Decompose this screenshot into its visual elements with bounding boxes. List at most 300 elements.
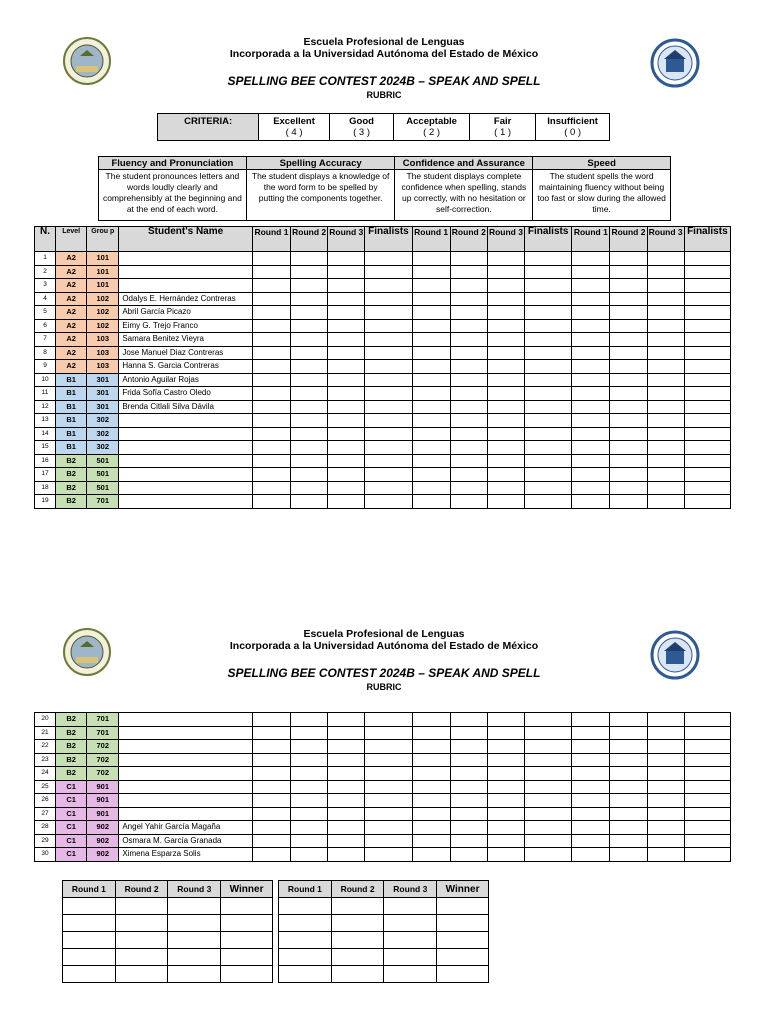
score-cell[interactable] — [450, 265, 487, 279]
score-cell[interactable] — [647, 454, 684, 468]
finalists-cell[interactable] — [684, 279, 730, 293]
score-cell[interactable] — [252, 481, 290, 495]
score-cell[interactable] — [328, 821, 365, 835]
score-cell[interactable] — [450, 713, 487, 727]
score-cell[interactable] — [328, 726, 365, 740]
score-cell[interactable] — [412, 265, 450, 279]
score-cell[interactable] — [252, 740, 290, 754]
finalists-cell[interactable] — [525, 713, 572, 727]
round-cell[interactable] — [384, 932, 437, 949]
score-cell[interactable] — [450, 400, 487, 414]
score-cell[interactable] — [291, 834, 328, 848]
score-cell[interactable] — [647, 427, 684, 441]
finalists-cell[interactable] — [525, 292, 572, 306]
finalists-cell[interactable] — [525, 387, 572, 401]
round-cell[interactable] — [279, 915, 332, 932]
finalists-cell[interactable] — [365, 306, 412, 320]
score-cell[interactable] — [610, 387, 647, 401]
score-cell[interactable] — [487, 373, 524, 387]
score-cell[interactable] — [412, 807, 450, 821]
finalists-cell[interactable] — [525, 834, 572, 848]
score-cell[interactable] — [572, 279, 610, 293]
finalists-cell[interactable] — [525, 481, 572, 495]
finalists-cell[interactable] — [365, 713, 412, 727]
score-cell[interactable] — [252, 292, 290, 306]
round-cell[interactable] — [384, 898, 437, 915]
score-cell[interactable] — [450, 481, 487, 495]
round-cell[interactable] — [168, 966, 221, 983]
score-cell[interactable] — [291, 821, 328, 835]
finalists-cell[interactable] — [365, 387, 412, 401]
score-cell[interactable] — [647, 333, 684, 347]
finalists-cell[interactable] — [365, 495, 412, 509]
round-cell[interactable] — [331, 898, 384, 915]
round-cell[interactable] — [168, 932, 221, 949]
score-cell[interactable] — [291, 306, 328, 320]
score-cell[interactable] — [412, 414, 450, 428]
score-cell[interactable] — [291, 726, 328, 740]
score-cell[interactable] — [450, 848, 487, 862]
score-cell[interactable] — [572, 373, 610, 387]
score-cell[interactable] — [572, 265, 610, 279]
score-cell[interactable] — [572, 252, 610, 266]
score-cell[interactable] — [450, 495, 487, 509]
score-cell[interactable] — [412, 794, 450, 808]
score-cell[interactable] — [252, 373, 290, 387]
score-cell[interactable] — [412, 481, 450, 495]
score-cell[interactable] — [328, 319, 365, 333]
score-cell[interactable] — [610, 414, 647, 428]
score-cell[interactable] — [572, 807, 610, 821]
score-cell[interactable] — [487, 807, 524, 821]
score-cell[interactable] — [572, 468, 610, 482]
score-cell[interactable] — [487, 387, 524, 401]
score-cell[interactable] — [450, 468, 487, 482]
score-cell[interactable] — [487, 767, 524, 781]
score-cell[interactable] — [647, 780, 684, 794]
score-cell[interactable] — [450, 427, 487, 441]
score-cell[interactable] — [487, 360, 524, 374]
finalists-cell[interactable] — [525, 454, 572, 468]
score-cell[interactable] — [252, 726, 290, 740]
finalists-cell[interactable] — [525, 414, 572, 428]
score-cell[interactable] — [610, 373, 647, 387]
score-cell[interactable] — [328, 333, 365, 347]
score-cell[interactable] — [412, 306, 450, 320]
score-cell[interactable] — [328, 414, 365, 428]
score-cell[interactable] — [252, 794, 290, 808]
score-cell[interactable] — [647, 265, 684, 279]
score-cell[interactable] — [450, 360, 487, 374]
score-cell[interactable] — [572, 454, 610, 468]
score-cell[interactable] — [610, 319, 647, 333]
score-cell[interactable] — [610, 360, 647, 374]
finalists-cell[interactable] — [525, 265, 572, 279]
score-cell[interactable] — [487, 427, 524, 441]
score-cell[interactable] — [291, 481, 328, 495]
finalists-cell[interactable] — [365, 767, 412, 781]
score-cell[interactable] — [450, 414, 487, 428]
finalists-cell[interactable] — [684, 767, 730, 781]
score-cell[interactable] — [291, 495, 328, 509]
finalists-cell[interactable] — [684, 292, 730, 306]
score-cell[interactable] — [450, 306, 487, 320]
score-cell[interactable] — [328, 292, 365, 306]
score-cell[interactable] — [450, 807, 487, 821]
round-cell[interactable] — [279, 949, 332, 966]
finalists-cell[interactable] — [525, 373, 572, 387]
finalists-cell[interactable] — [365, 834, 412, 848]
finalists-cell[interactable] — [365, 400, 412, 414]
score-cell[interactable] — [328, 346, 365, 360]
score-cell[interactable] — [572, 441, 610, 455]
finalists-cell[interactable] — [684, 481, 730, 495]
winner-cell[interactable] — [437, 898, 489, 915]
score-cell[interactable] — [450, 740, 487, 754]
winner-cell[interactable] — [221, 898, 273, 915]
score-cell[interactable] — [252, 821, 290, 835]
score-cell[interactable] — [412, 400, 450, 414]
winner-cell[interactable] — [437, 915, 489, 932]
score-cell[interactable] — [252, 306, 290, 320]
score-cell[interactable] — [572, 495, 610, 509]
score-cell[interactable] — [450, 454, 487, 468]
round-cell[interactable] — [63, 898, 116, 915]
score-cell[interactable] — [412, 454, 450, 468]
score-cell[interactable] — [450, 279, 487, 293]
round-cell[interactable] — [63, 966, 116, 983]
score-cell[interactable] — [647, 834, 684, 848]
score-cell[interactable] — [328, 807, 365, 821]
score-cell[interactable] — [252, 834, 290, 848]
winner-cell[interactable] — [221, 966, 273, 983]
score-cell[interactable] — [450, 726, 487, 740]
score-cell[interactable] — [291, 468, 328, 482]
score-cell[interactable] — [252, 753, 290, 767]
score-cell[interactable] — [328, 427, 365, 441]
score-cell[interactable] — [412, 346, 450, 360]
score-cell[interactable] — [450, 333, 487, 347]
round-cell[interactable] — [63, 915, 116, 932]
finalists-cell[interactable] — [525, 400, 572, 414]
score-cell[interactable] — [252, 441, 290, 455]
score-cell[interactable] — [610, 346, 647, 360]
finalists-cell[interactable] — [684, 427, 730, 441]
finalists-cell[interactable] — [365, 333, 412, 347]
score-cell[interactable] — [610, 740, 647, 754]
finalists-cell[interactable] — [365, 427, 412, 441]
finalists-cell[interactable] — [684, 807, 730, 821]
score-cell[interactable] — [291, 780, 328, 794]
score-cell[interactable] — [252, 279, 290, 293]
finalists-cell[interactable] — [365, 726, 412, 740]
score-cell[interactable] — [610, 441, 647, 455]
score-cell[interactable] — [291, 292, 328, 306]
score-cell[interactable] — [572, 794, 610, 808]
score-cell[interactable] — [572, 780, 610, 794]
score-cell[interactable] — [487, 740, 524, 754]
finalists-cell[interactable] — [525, 279, 572, 293]
winner-cell[interactable] — [221, 915, 273, 932]
score-cell[interactable] — [252, 780, 290, 794]
round-cell[interactable] — [115, 949, 168, 966]
score-cell[interactable] — [487, 252, 524, 266]
score-cell[interactable] — [487, 319, 524, 333]
score-cell[interactable] — [412, 279, 450, 293]
score-cell[interactable] — [412, 387, 450, 401]
score-cell[interactable] — [412, 373, 450, 387]
winner-cell[interactable] — [437, 966, 489, 983]
score-cell[interactable] — [291, 740, 328, 754]
score-cell[interactable] — [450, 387, 487, 401]
round-cell[interactable] — [331, 966, 384, 983]
score-cell[interactable] — [647, 319, 684, 333]
score-cell[interactable] — [572, 292, 610, 306]
score-cell[interactable] — [450, 346, 487, 360]
score-cell[interactable] — [450, 794, 487, 808]
score-cell[interactable] — [412, 252, 450, 266]
score-cell[interactable] — [572, 848, 610, 862]
finalists-cell[interactable] — [365, 740, 412, 754]
score-cell[interactable] — [610, 468, 647, 482]
score-cell[interactable] — [647, 414, 684, 428]
score-cell[interactable] — [291, 753, 328, 767]
finalists-cell[interactable] — [684, 740, 730, 754]
score-cell[interactable] — [328, 400, 365, 414]
score-cell[interactable] — [412, 292, 450, 306]
score-cell[interactable] — [487, 333, 524, 347]
score-cell[interactable] — [572, 740, 610, 754]
score-cell[interactable] — [252, 468, 290, 482]
score-cell[interactable] — [610, 495, 647, 509]
score-cell[interactable] — [252, 265, 290, 279]
score-cell[interactable] — [291, 713, 328, 727]
score-cell[interactable] — [252, 713, 290, 727]
round-cell[interactable] — [115, 915, 168, 932]
score-cell[interactable] — [328, 279, 365, 293]
score-cell[interactable] — [328, 252, 365, 266]
finalists-cell[interactable] — [525, 346, 572, 360]
finalists-cell[interactable] — [525, 848, 572, 862]
finalists-cell[interactable] — [684, 794, 730, 808]
score-cell[interactable] — [450, 753, 487, 767]
score-cell[interactable] — [252, 360, 290, 374]
score-cell[interactable] — [252, 427, 290, 441]
score-cell[interactable] — [572, 346, 610, 360]
finalists-cell[interactable] — [365, 360, 412, 374]
score-cell[interactable] — [291, 794, 328, 808]
score-cell[interactable] — [647, 346, 684, 360]
round-cell[interactable] — [115, 932, 168, 949]
score-cell[interactable] — [291, 252, 328, 266]
score-cell[interactable] — [647, 306, 684, 320]
round-cell[interactable] — [331, 915, 384, 932]
score-cell[interactable] — [328, 360, 365, 374]
score-cell[interactable] — [487, 279, 524, 293]
score-cell[interactable] — [572, 333, 610, 347]
score-cell[interactable] — [647, 279, 684, 293]
score-cell[interactable] — [412, 441, 450, 455]
finalists-cell[interactable] — [525, 767, 572, 781]
score-cell[interactable] — [610, 834, 647, 848]
score-cell[interactable] — [328, 740, 365, 754]
score-cell[interactable] — [647, 292, 684, 306]
score-cell[interactable] — [412, 767, 450, 781]
finalists-cell[interactable] — [365, 821, 412, 835]
score-cell[interactable] — [487, 292, 524, 306]
round-cell[interactable] — [279, 966, 332, 983]
score-cell[interactable] — [487, 454, 524, 468]
score-cell[interactable] — [487, 495, 524, 509]
score-cell[interactable] — [610, 753, 647, 767]
score-cell[interactable] — [328, 848, 365, 862]
score-cell[interactable] — [450, 252, 487, 266]
score-cell[interactable] — [450, 780, 487, 794]
score-cell[interactable] — [610, 400, 647, 414]
score-cell[interactable] — [647, 740, 684, 754]
finalists-cell[interactable] — [684, 333, 730, 347]
winner-cell[interactable] — [221, 949, 273, 966]
finalists-cell[interactable] — [525, 495, 572, 509]
round-cell[interactable] — [168, 898, 221, 915]
score-cell[interactable] — [487, 713, 524, 727]
round-cell[interactable] — [384, 915, 437, 932]
score-cell[interactable] — [328, 753, 365, 767]
finalists-cell[interactable] — [525, 333, 572, 347]
score-cell[interactable] — [291, 454, 328, 468]
score-cell[interactable] — [328, 373, 365, 387]
score-cell[interactable] — [487, 306, 524, 320]
finalists-cell[interactable] — [684, 373, 730, 387]
score-cell[interactable] — [412, 713, 450, 727]
finalists-cell[interactable] — [365, 279, 412, 293]
score-cell[interactable] — [647, 387, 684, 401]
finalists-cell[interactable] — [525, 794, 572, 808]
finalists-cell[interactable] — [365, 319, 412, 333]
score-cell[interactable] — [487, 468, 524, 482]
score-cell[interactable] — [412, 360, 450, 374]
score-cell[interactable] — [328, 306, 365, 320]
round-cell[interactable] — [115, 966, 168, 983]
score-cell[interactable] — [328, 767, 365, 781]
score-cell[interactable] — [572, 726, 610, 740]
score-cell[interactable] — [252, 495, 290, 509]
score-cell[interactable] — [572, 306, 610, 320]
score-cell[interactable] — [610, 713, 647, 727]
score-cell[interactable] — [450, 441, 487, 455]
score-cell[interactable] — [487, 481, 524, 495]
score-cell[interactable] — [291, 387, 328, 401]
score-cell[interactable] — [610, 333, 647, 347]
score-cell[interactable] — [647, 753, 684, 767]
finalists-cell[interactable] — [684, 753, 730, 767]
score-cell[interactable] — [450, 373, 487, 387]
score-cell[interactable] — [252, 848, 290, 862]
round-cell[interactable] — [279, 932, 332, 949]
score-cell[interactable] — [487, 346, 524, 360]
score-cell[interactable] — [328, 265, 365, 279]
score-cell[interactable] — [291, 279, 328, 293]
score-cell[interactable] — [610, 252, 647, 266]
finalists-cell[interactable] — [684, 360, 730, 374]
score-cell[interactable] — [487, 794, 524, 808]
finalists-cell[interactable] — [365, 753, 412, 767]
score-cell[interactable] — [252, 414, 290, 428]
score-cell[interactable] — [328, 468, 365, 482]
score-cell[interactable] — [252, 807, 290, 821]
score-cell[interactable] — [291, 807, 328, 821]
finalists-cell[interactable] — [365, 780, 412, 794]
score-cell[interactable] — [647, 481, 684, 495]
score-cell[interactable] — [412, 753, 450, 767]
score-cell[interactable] — [647, 373, 684, 387]
score-cell[interactable] — [647, 400, 684, 414]
finalists-cell[interactable] — [525, 468, 572, 482]
score-cell[interactable] — [328, 834, 365, 848]
score-cell[interactable] — [291, 848, 328, 862]
finalists-cell[interactable] — [684, 780, 730, 794]
score-cell[interactable] — [328, 454, 365, 468]
score-cell[interactable] — [647, 441, 684, 455]
score-cell[interactable] — [647, 468, 684, 482]
score-cell[interactable] — [647, 495, 684, 509]
finalists-cell[interactable] — [365, 346, 412, 360]
finalists-cell[interactable] — [525, 780, 572, 794]
score-cell[interactable] — [572, 753, 610, 767]
score-cell[interactable] — [450, 834, 487, 848]
finalists-cell[interactable] — [684, 441, 730, 455]
score-cell[interactable] — [487, 265, 524, 279]
finalists-cell[interactable] — [684, 319, 730, 333]
score-cell[interactable] — [328, 794, 365, 808]
finalists-cell[interactable] — [525, 360, 572, 374]
score-cell[interactable] — [572, 319, 610, 333]
score-cell[interactable] — [610, 807, 647, 821]
score-cell[interactable] — [291, 373, 328, 387]
score-cell[interactable] — [572, 834, 610, 848]
round-cell[interactable] — [279, 898, 332, 915]
score-cell[interactable] — [412, 427, 450, 441]
finalists-cell[interactable] — [684, 252, 730, 266]
round-cell[interactable] — [63, 932, 116, 949]
finalists-cell[interactable] — [525, 441, 572, 455]
score-cell[interactable] — [252, 454, 290, 468]
score-cell[interactable] — [412, 780, 450, 794]
finalists-cell[interactable] — [525, 726, 572, 740]
score-cell[interactable] — [487, 821, 524, 835]
score-cell[interactable] — [487, 441, 524, 455]
finalists-cell[interactable] — [525, 427, 572, 441]
finalists-cell[interactable] — [525, 807, 572, 821]
score-cell[interactable] — [572, 713, 610, 727]
score-cell[interactable] — [647, 360, 684, 374]
score-cell[interactable] — [252, 400, 290, 414]
score-cell[interactable] — [487, 848, 524, 862]
score-cell[interactable] — [647, 726, 684, 740]
score-cell[interactable] — [647, 252, 684, 266]
finalists-cell[interactable] — [684, 495, 730, 509]
finalists-cell[interactable] — [684, 346, 730, 360]
score-cell[interactable] — [291, 360, 328, 374]
finalists-cell[interactable] — [525, 821, 572, 835]
score-cell[interactable] — [252, 767, 290, 781]
finalists-cell[interactable] — [365, 794, 412, 808]
score-cell[interactable] — [328, 441, 365, 455]
score-cell[interactable] — [252, 252, 290, 266]
score-cell[interactable] — [291, 414, 328, 428]
score-cell[interactable] — [572, 767, 610, 781]
finalists-cell[interactable] — [684, 454, 730, 468]
